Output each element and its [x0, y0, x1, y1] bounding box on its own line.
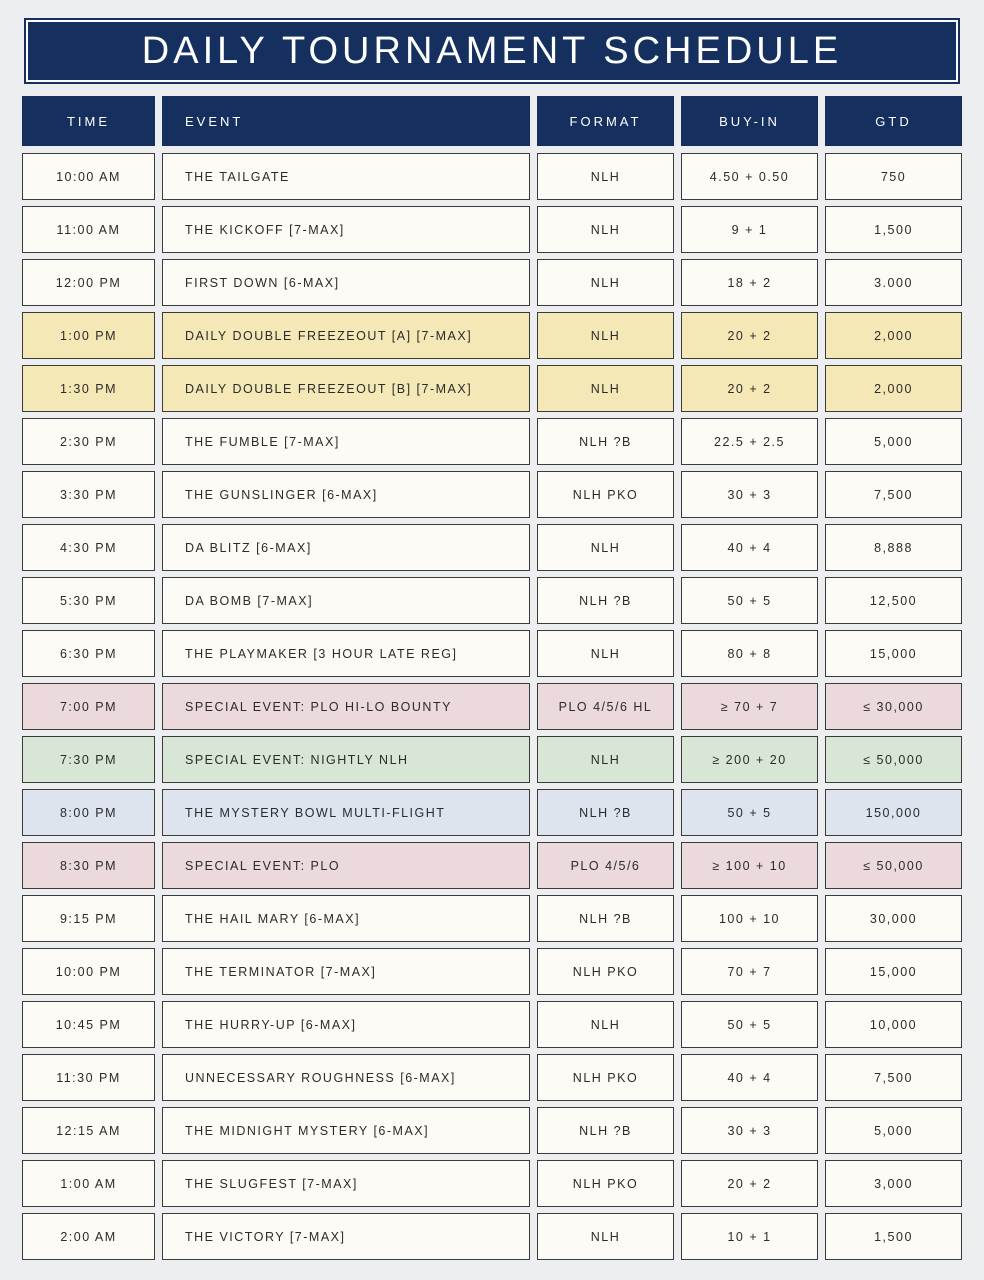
cell-event: THE VICTORY [7-MAX] — [162, 1213, 530, 1260]
cell-gtd: 3.000 — [825, 259, 962, 306]
table-row — [22, 842, 962, 889]
cell-event: SPECIAL EVENT: PLO — [162, 842, 530, 889]
cell-format: NLH ?B — [537, 418, 674, 465]
cell-time: 7:00 PM — [22, 683, 155, 730]
cell-event: THE GUNSLINGER [6-MAX] — [162, 471, 530, 518]
cell-event: THE HAIL MARY [6-MAX] — [162, 895, 530, 942]
cell-buyin: 4.50 + 0.50 — [681, 153, 818, 200]
cell-format: NLH — [537, 206, 674, 253]
table-row — [22, 418, 962, 465]
cell-buyin: 100 + 10 — [681, 895, 818, 942]
table-row — [22, 206, 962, 253]
cell-buyin: 18 + 2 — [681, 259, 818, 306]
cell-format: NLH ?B — [537, 577, 674, 624]
cell-buyin: ≥ 70 + 7 — [681, 683, 818, 730]
cell-format: NLH — [537, 259, 674, 306]
cell-time: 11:30 PM — [22, 1054, 155, 1101]
cell-buyin: 30 + 3 — [681, 1107, 818, 1154]
cell-format: NLH — [537, 1001, 674, 1048]
cell-format: NLH — [537, 524, 674, 571]
header-format: FORMAT — [537, 96, 674, 146]
cell-event: DA BLITZ [6-MAX] — [162, 524, 530, 571]
cell-gtd: 3,000 — [825, 1160, 962, 1207]
table-row — [22, 1213, 962, 1260]
cell-format: NLH PKO — [537, 1160, 674, 1207]
cell-gtd: 7,500 — [825, 471, 962, 518]
cell-time: 12:00 PM — [22, 259, 155, 306]
cell-buyin: 50 + 5 — [681, 577, 818, 624]
cell-event: THE KICKOFF [7-MAX] — [162, 206, 530, 253]
cell-format: NLH ?B — [537, 1107, 674, 1154]
cell-format: NLH PKO — [537, 948, 674, 995]
table-row — [22, 1160, 962, 1207]
cell-format: NLH ?B — [537, 789, 674, 836]
cell-event: THE TAILGATE — [162, 153, 530, 200]
cell-event: THE TERMINATOR [7-MAX] — [162, 948, 530, 995]
header-gtd: GTD — [825, 96, 962, 146]
cell-buyin: 40 + 4 — [681, 524, 818, 571]
page-title: DAILY TOURNAMENT SCHEDULE — [141, 29, 843, 72]
cell-buyin: 50 + 5 — [681, 789, 818, 836]
cell-gtd: 5,000 — [825, 1107, 962, 1154]
table-row — [22, 1107, 962, 1154]
cell-gtd: 1,500 — [825, 1213, 962, 1260]
cell-time: 11:00 AM — [22, 206, 155, 253]
cell-buyin: 30 + 3 — [681, 471, 818, 518]
cell-event: THE SLUGFEST [7-MAX] — [162, 1160, 530, 1207]
cell-event: THE FUMBLE [7-MAX] — [162, 418, 530, 465]
cell-event: DAILY DOUBLE FREEZEOUT [B] [7-MAX] — [162, 365, 530, 412]
cell-format: NLH — [537, 312, 674, 359]
cell-gtd: 7,500 — [825, 1054, 962, 1101]
cell-event: SPECIAL EVENT: PLO HI-LO BOUNTY — [162, 683, 530, 730]
cell-gtd: ≤ 50,000 — [825, 736, 962, 783]
cell-buyin: 20 + 2 — [681, 365, 818, 412]
table-row — [22, 630, 962, 677]
cell-time: 1:00 AM — [22, 1160, 155, 1207]
cell-buyin: 70 + 7 — [681, 948, 818, 995]
cell-gtd: 2,000 — [825, 312, 962, 359]
cell-buyin: 10 + 1 — [681, 1213, 818, 1260]
cell-format: NLH — [537, 153, 674, 200]
cell-buyin: 80 + 8 — [681, 630, 818, 677]
table-row — [22, 1001, 962, 1048]
table-row — [22, 736, 962, 783]
cell-time: 1:30 PM — [22, 365, 155, 412]
cell-time: 2:30 PM — [22, 418, 155, 465]
cell-buyin: 9 + 1 — [681, 206, 818, 253]
cell-format: NLH PKO — [537, 1054, 674, 1101]
cell-gtd: 15,000 — [825, 630, 962, 677]
cell-format: PLO 4/5/6 — [537, 842, 674, 889]
cell-event: THE MIDNIGHT MYSTERY [6-MAX] — [162, 1107, 530, 1154]
cell-time: 10:00 AM — [22, 153, 155, 200]
table-header-row — [22, 96, 962, 146]
cell-gtd: 2,000 — [825, 365, 962, 412]
cell-format: NLH — [537, 630, 674, 677]
cell-event: THE HURRY-UP [6-MAX] — [162, 1001, 530, 1048]
cell-time: 8:00 PM — [22, 789, 155, 836]
cell-format: NLH — [537, 1213, 674, 1260]
cell-format: NLH ?B — [537, 895, 674, 942]
cell-event: FIRST DOWN [6-MAX] — [162, 259, 530, 306]
cell-buyin: 50 + 5 — [681, 1001, 818, 1048]
cell-format: NLH — [537, 365, 674, 412]
cell-event: THE MYSTERY BOWL MULTI-FLIGHT — [162, 789, 530, 836]
cell-time: 10:00 PM — [22, 948, 155, 995]
table-row — [22, 471, 962, 518]
cell-format: PLO 4/5/6 HL — [537, 683, 674, 730]
table-row — [22, 153, 962, 200]
cell-time: 10:45 PM — [22, 1001, 155, 1048]
cell-buyin: 40 + 4 — [681, 1054, 818, 1101]
cell-time: 9:15 PM — [22, 895, 155, 942]
header-buyin: BUY-IN — [681, 96, 818, 146]
cell-format: NLH — [537, 736, 674, 783]
cell-event: DAILY DOUBLE FREEZEOUT [A] [7-MAX] — [162, 312, 530, 359]
cell-time: 12:15 AM — [22, 1107, 155, 1154]
cell-time: 3:30 PM — [22, 471, 155, 518]
cell-gtd: ≤ 30,000 — [825, 683, 962, 730]
cell-gtd: 5,000 — [825, 418, 962, 465]
cell-gtd: 8,888 — [825, 524, 962, 571]
cell-gtd: 15,000 — [825, 948, 962, 995]
cell-buyin: 22.5 + 2.5 — [681, 418, 818, 465]
cell-gtd: 12,500 — [825, 577, 962, 624]
cell-buyin: ≥ 100 + 10 — [681, 842, 818, 889]
cell-gtd: 150,000 — [825, 789, 962, 836]
cell-gtd: 10,000 — [825, 1001, 962, 1048]
table-row — [22, 312, 962, 359]
cell-event: THE PLAYMAKER [3 HOUR LATE REG] — [162, 630, 530, 677]
cell-time: 2:00 AM — [22, 1213, 155, 1260]
title-banner — [26, 20, 958, 82]
cell-gtd: 750 — [825, 153, 962, 200]
cell-time: 1:00 PM — [22, 312, 155, 359]
cell-buyin: 20 + 2 — [681, 312, 818, 359]
cell-event: DA BOMB [7-MAX] — [162, 577, 530, 624]
table-body — [22, 153, 962, 1260]
cell-gtd: ≤ 50,000 — [825, 842, 962, 889]
cell-format: NLH PKO — [537, 471, 674, 518]
table-row — [22, 365, 962, 412]
schedule-table — [22, 96, 962, 1266]
cell-time: 4:30 PM — [22, 524, 155, 571]
table-row — [22, 948, 962, 995]
cell-buyin: 20 + 2 — [681, 1160, 818, 1207]
cell-event: SPECIAL EVENT: NIGHTLY NLH — [162, 736, 530, 783]
table-row — [22, 683, 962, 730]
cell-gtd: 30,000 — [825, 895, 962, 942]
table-row — [22, 789, 962, 836]
cell-event: UNNECESSARY ROUGHNESS [6-MAX] — [162, 1054, 530, 1101]
cell-gtd: 1,500 — [825, 206, 962, 253]
table-row — [22, 524, 962, 571]
header-time: TIME — [22, 96, 155, 146]
cell-time: 7:30 PM — [22, 736, 155, 783]
table-row — [22, 577, 962, 624]
header-event: EVENT — [162, 96, 530, 146]
table-row — [22, 1054, 962, 1101]
cell-buyin: ≥ 200 + 20 — [681, 736, 818, 783]
cell-time: 5:30 PM — [22, 577, 155, 624]
table-row — [22, 895, 962, 942]
cell-time: 6:30 PM — [22, 630, 155, 677]
table-row — [22, 259, 962, 306]
cell-time: 8:30 PM — [22, 842, 155, 889]
